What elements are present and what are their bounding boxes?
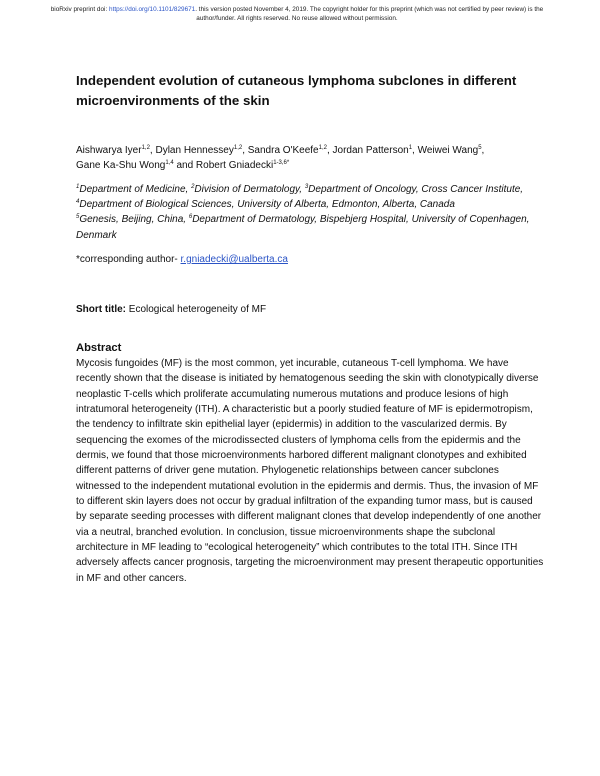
short-title-label: Short title: [76,304,126,315]
affiliation-text: Division of Dermatology, [194,184,305,195]
abstract-heading: Abstract [76,342,122,354]
corresponding-author [76,252,536,267]
author-separator: , [149,145,156,156]
author-affiliation-mark: 1 [408,145,413,151]
author-affiliation-mark: 1,2 [233,145,243,151]
affiliation-text: Department of Oncology, Cross Cancer Institute, [308,184,524,195]
author-name: Dylan Hennessey [155,145,234,156]
paper-title: Independent evolution of cutaneous lymphoma subclones in different microenvironments of the skin [76,73,517,108]
author-name: Gane Ka-Shu Wong [76,160,166,171]
author [155,145,247,156]
affiliation-text: Department of Dermatology, Bispebjerg Hospital, University of Copenhagen, Denmark [76,214,530,241]
author-affiliation-mark: 1,4 [165,160,174,166]
author [76,160,196,171]
author-name: Aishwarya Iyer [76,145,142,156]
short-title-text: Ecological heterogeneity of MF [126,304,267,315]
preprint-banner [40,6,554,23]
corresponding-label: *corresponding author- [76,254,181,265]
abstract-body: Mycosis fungoides (MF) is the most common, yet incurable, cutaneous T-cell lymphoma. We have recently shown that the disease is initiated by hematogenous seeding the skin with clonotypically diverse neoplastic T-cells which proliferate accumulating numerous mutations and produce lesions of high intratumoral heterogeneity (ITH). A characteristic but a poorly studied feature of MF is epidermotropism, the tendency to infiltrate skin epithelial layer (epidermis) in addition to the vascularized dermis. By sequencing the exomes of the microdissected clusters of lymphoma cells from the epidermis and the dermis, we found that those microenvironments harbored different malignant clonotypes and exhibited different patterns of driver gene mutation. Phylogenetic relationships between cancer subclones witnessed to the independent mutational evolution in the epidermis and dermis. Thus, the invasion of MF to different skin layers does not occur by gradual infiltration of the expanding tumor mass, but is caused by separate seeding processes with different malignant clones that develop independently of one another via a neutral, branched evolution. In conclusion, tissue microenvironments shape the subclonal architecture in MF leading to “ecological heterogeneity” which contributes to the total ITH. Since ITH adversely affects cancer prognosis, targeting the microenvironment may present therapeutic opportunities in MF and other cancers. [76,358,544,584]
author-name: Weiwei Wang [417,145,479,156]
author-name: Sandra O'Keefe [247,145,319,156]
affiliation-mark: 6 [188,214,193,221]
author [248,145,333,156]
author-name: Robert Gniadecki [195,160,274,171]
author-affiliation-mark: 1,2 [318,145,327,151]
affiliation-text: Department of Medicine, [79,184,192,195]
affiliation-text: Genesis, Beijing, China, [79,214,189,226]
affiliations [76,182,546,243]
author-separator: , [242,145,248,156]
author-separator: , [481,145,485,156]
affiliation-mark: 3 [304,184,309,190]
author-separator: and [173,160,196,171]
corresponding-email-link[interactable]: r.gniadecki@ualberta.ca [180,254,288,265]
affiliation-mark: 2 [191,184,195,190]
banner-prefix: bioRxiv preprint doi: [50,6,110,13]
author [76,145,155,156]
author [333,145,418,156]
affiliation-text: Department of Biological Sciences, University of Alberta, Edmonton, Alberta, Canada [79,199,455,211]
author-list [76,143,536,173]
author-separator: , [412,145,418,156]
short-title [76,302,536,317]
author-affiliation-mark: 1-3,6* [273,160,290,166]
doi-link[interactable]: https://doi.org/10.1101/829671 [109,6,196,13]
author-name: Jordan Patterson [332,145,409,156]
author-separator: , [326,145,333,156]
banner-notice: . this version posted November 4, 2019. The copyright holder for this preprint (which was not certified by peer review) is the author/funder. All rights reserved. No reuse allowed without permission. [195,6,544,22]
affiliation-mark: 1 [76,184,80,190]
author [418,145,485,156]
affiliation-mark: 4 [76,199,80,206]
affiliation-mark: 5 [76,214,80,221]
author-affiliation-mark: 1,2 [141,145,150,151]
author-affiliation-mark: 5 [478,145,482,151]
author [196,160,289,171]
